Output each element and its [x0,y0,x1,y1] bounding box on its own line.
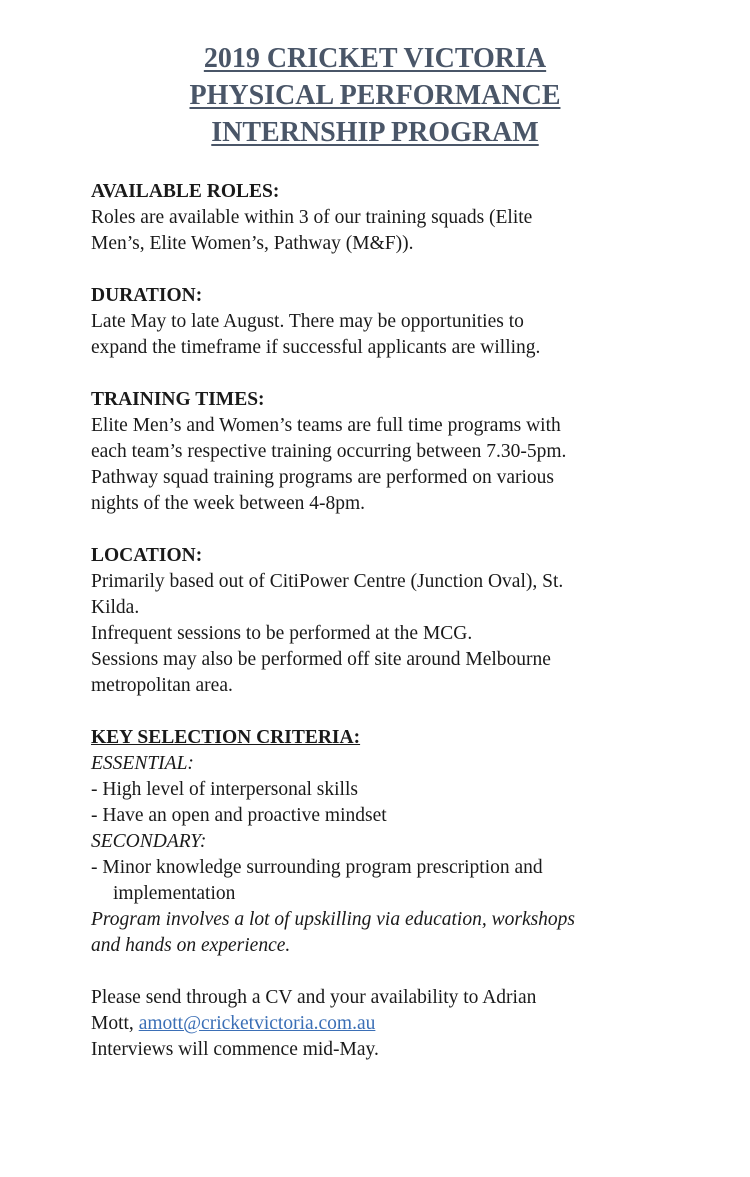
section-duration [91,283,690,361]
location-text-line: Infrequent sessions to be performed at the MCG. [91,623,473,644]
section-location [91,543,690,699]
section-key-selection-criteria [91,725,690,959]
contact-text-line: Interviews will commence mid-May. [91,1039,379,1060]
roles-text-line: Men’s, Elite Women’s, Pathway (M&F)). [91,233,414,254]
heading-training-times: TRAINING TIMES: [91,389,265,410]
duration-text-line: expand the timeframe if successful applicants are willing. [91,337,541,358]
email-link[interactable]: amott@cricketvictoria.com.au [138,1013,376,1034]
location-text-line: Kilda. [91,597,140,618]
essential-label: ESSENTIAL: [91,753,194,774]
section-available-roles [91,179,690,257]
criteria-item: - High level of interpersonal skills [91,779,358,800]
secondary-label: SECONDARY: [91,831,207,852]
title-line-1: 2019 CRICKET VICTORIA [203,43,547,74]
heading-available-roles: AVAILABLE ROLES: [91,181,280,202]
criteria-item: - Have an open and proactive mindset [91,805,387,826]
criteria-item: - Minor knowledge surrounding program prescription and [91,857,543,878]
location-text-line: metropolitan area. [91,675,233,696]
duration-text-line: Late May to late August. There may be opportunities to [91,311,524,332]
criteria-item-continuation: implementation [113,883,236,904]
location-text-line: Sessions may also be performed off site around Melbourne [91,649,551,670]
contact-name-suffix: Mott, [91,1013,139,1034]
heading-location: LOCATION: [91,545,203,566]
training-text-line: each team’s respective training occurring between 7.30-5pm. [91,441,567,462]
criteria-note-line: Program involves a lot of upskilling via education, workshops [91,909,576,930]
page-title [0,40,750,151]
heading-key-selection-criteria: KEY SELECTION CRITERIA: [91,727,361,748]
training-text-line: nights of the week between 4-8pm. [91,493,366,514]
contact-text-line: Please send through a CV and your availability to Adrian [91,987,537,1008]
document-body [91,179,690,1063]
title-line-3: INTERNSHIP PROGRAM [211,117,539,148]
title-line-2: PHYSICAL PERFORMANCE [189,80,561,111]
training-text-line: Elite Men’s and Women’s teams are full time programs with [91,415,561,436]
training-text-line: Pathway squad training programs are performed on various [91,467,554,488]
section-contact [91,985,690,1063]
location-text-line: Primarily based out of CitiPower Centre (Junction Oval), St. [91,571,564,592]
contact-text-line [91,1011,690,1037]
section-training-times [91,387,690,517]
heading-duration: DURATION: [91,285,203,306]
roles-text-line: Roles are available within 3 of our training squads (Elite [91,207,533,228]
criteria-note-line: and hands on experience. [91,935,291,956]
